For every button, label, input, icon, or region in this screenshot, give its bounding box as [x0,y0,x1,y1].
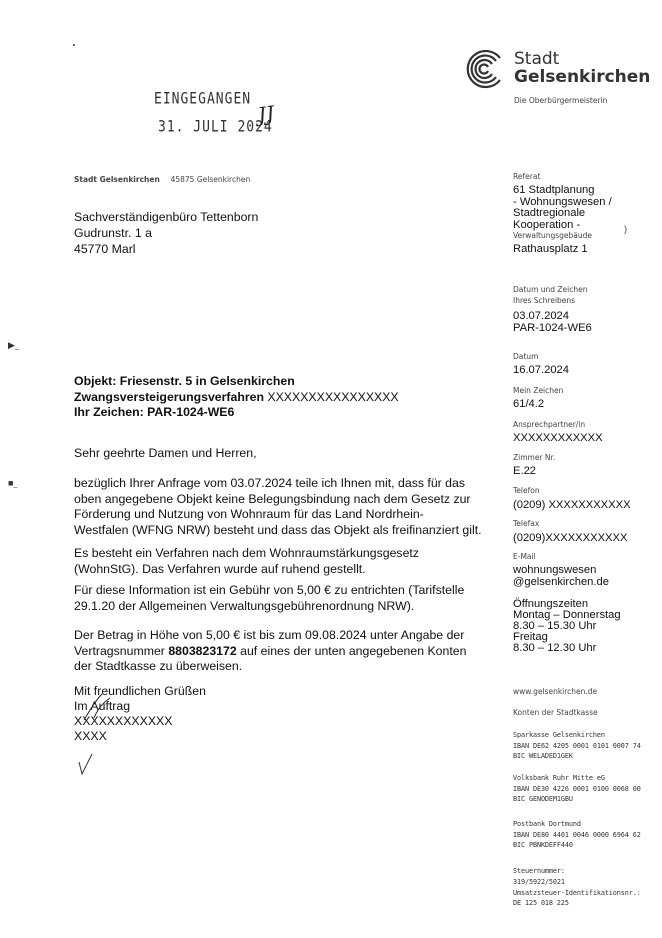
logo-stadt: Stadt [514,49,560,69]
sender-address: 45875 Gelsenkirchen [170,175,251,184]
paragraph-2 [74,546,419,577]
logo-tagline: Die Oberbürgermeisterin [514,96,608,105]
telefon-value: (0209) XXXXXXXXXXX [513,499,631,511]
received-stamp [150,92,290,152]
tax-info [513,866,641,909]
bank-name: Postbank Dortmund [513,820,581,828]
fold-mark-lower: ■_ [8,478,18,488]
website[interactable]: www.gelsenkirchen.de [513,687,598,696]
bank-name: Volksbank Ruhr Mitte eG [513,774,605,782]
body-line: Westfalen (WFNG NRW) besteht und dass das Objekt als freifinanziert gilt. [74,522,482,537]
body-line: (WohnStG). Das Verfahren wurde auf ruhend gestellt. [74,561,366,576]
ansprech-label: Ansprechpartner/in [513,420,586,429]
body-line: Für diese Information ist ein Gebühr von 5,00 € zu entrichten (Tarifstelle [74,583,465,597]
building-value: Rathausplatz 1 [513,243,588,255]
body-line: Es besteht ein Verfahren nach dem Wohnraumstärkungsgesetz [74,546,419,560]
recipient-address [74,209,258,257]
sender-name: Stadt Gelsenkirchen [74,175,160,184]
ust-label: Umsatzsteuer-Identifikationsnr.: [513,888,641,897]
bank-name: Sparkasse Gelsenkirchen [513,731,605,739]
subject-procedure-number: XXXXXXXXXXXXXXXX [263,389,399,404]
telefax-label: Telefax [513,519,540,528]
logo-gelsenkirchen: Gelsenkirchen [514,67,651,87]
ref-code: PAR-1024-WE6 [513,322,592,334]
bank-sparkasse [513,730,641,762]
bank-iban: IBAN DE30 4226 0001 0100 0068 00 [513,784,641,793]
building-label: Verwaltungsgebäude [513,231,593,240]
subject-procedure-label: Zwangsversteigerungsverfahren [74,389,264,404]
hours-title: Öffnungszeiten [513,598,589,610]
paragraph-3 [74,583,464,614]
zimmer-value: E.22 [513,465,537,477]
closing-name: XXXXXXXXXXXX [74,714,173,728]
hours-line: 8.30 – 12.30 Uhr [513,642,597,654]
paragraph-1 [74,476,482,538]
gelsenkirchen-logo-icon [462,46,508,92]
fold-mark-upper: ▶_ [8,340,19,350]
email-label: E-Mail [513,552,536,561]
recipient-line: 45770 Marl [74,242,136,256]
subject-reference: Ihr Zeichen: PAR-1024-WE6 [74,405,235,419]
referat-line: Kooperation - [513,218,581,231]
datum-value: 16.07.2024 [513,364,569,376]
recipient-line: Sachverständigenbüro Tettenborn [74,210,259,224]
referat-line: - Wohnungswesen / [513,195,612,208]
referat-value [513,185,612,231]
bank-bic: BIC GENODEM1GBU [513,795,573,803]
ansprech-value: XXXXXXXXXXXX [513,432,603,444]
zimmer-label: Zimmer Nr. [513,453,556,462]
stamp-initials: JJ [256,101,276,127]
salutation: Sehr geehrte Damen und Herren, [74,446,257,460]
hours-line: Montag – Donnerstag [513,609,621,621]
bank-volksbank [513,773,641,805]
signature-scribble [80,690,120,724]
stamp-eingegangen: EINGEGANGEN [154,90,252,109]
subject-block [74,374,399,421]
stamp-date: 31. JULI 2024 [158,118,273,137]
hours-line: Freitag [513,631,548,643]
bank-bic: BIC WELADED1GEK [513,752,573,760]
contract-label: Vertragsnummer [74,643,169,658]
telefon-label: Telefon [513,486,540,495]
ref-date: 03.07.2024 [513,310,569,322]
email-value-1[interactable]: wohnungswesen [513,564,597,576]
bank-bic: BIC PBNKDEFF440 [513,841,573,849]
closing-sub: XXXX [74,729,107,743]
contract-number: 8803823172 [168,643,237,658]
referat-line: 61 Stadtplanung [513,184,595,196]
body-line: oben angegebene Objekt keine Belegungsbindung nach dem Gesetz zur [74,491,471,506]
contract-rest: auf eines der unten angegebenen Konten [236,643,467,658]
referat-line: Stadtregionale [513,207,586,219]
closing-ia: Im Auftrag [74,699,131,713]
body-line: der Stadtkasse zu überweisen. [74,659,243,673]
scan-mark-bracket: ) [624,224,627,234]
ref-label-2: Ihres Schreibens [513,296,576,305]
body-line: Förderung und Nutzung von Wohnraum für das Land Nordrhein- [74,507,424,521]
subject-procedure [74,390,399,406]
subject-object: Objekt: Friesenstr. 5 in Gelsenkirchen [74,374,295,388]
bank-postbank [513,819,641,851]
konten-title: Konten der Stadtkasse [513,708,598,717]
telefax-value: (0209)XXXXXXXXXXX [513,532,628,544]
referat-label: Referat [513,172,541,181]
scan-dot [73,44,75,46]
steuer-value: 319/5922/5021 [513,877,565,886]
ust-value: DE 125 018 225 [513,899,569,908]
closing-greeting: Mit freundlichen Grüßen [74,684,206,698]
body-line [74,644,466,660]
steuer-label: Steuernummer: [513,867,565,875]
check-mark [76,752,96,778]
ref-label-1: Datum und Zeichen [513,285,588,294]
email-value-2[interactable]: @gelsenkirchen.de [513,576,609,588]
body-line: 29.1.20 der Allgemeinen Verwaltungsgebührenordnung NRW). [74,598,415,613]
bank-iban: IBAN DE62 4205 0001 0101 0007 74 [513,741,641,750]
sender-line [74,175,250,184]
hours-line: 8.30 – 15.30 Uhr [513,620,597,632]
bank-iban: IBAN DE80 4401 0046 0000 6964 62 [513,830,641,839]
zeichen-label: Mein Zeichen [513,386,564,395]
body-line: Der Betrag in Höhe von 5,00 € ist bis zum 09.08.2024 unter Angabe der [74,628,465,642]
zeichen-value: 61/4.2 [513,398,545,410]
recipient-line: Gudrunstr. 1 a [74,226,152,240]
body-line: bezüglich Ihrer Anfrage vom 03.07.2024 teile ich Ihnen mit, dass für das [74,476,465,490]
paragraph-4 [74,628,466,675]
datum-label: Datum [513,352,539,361]
